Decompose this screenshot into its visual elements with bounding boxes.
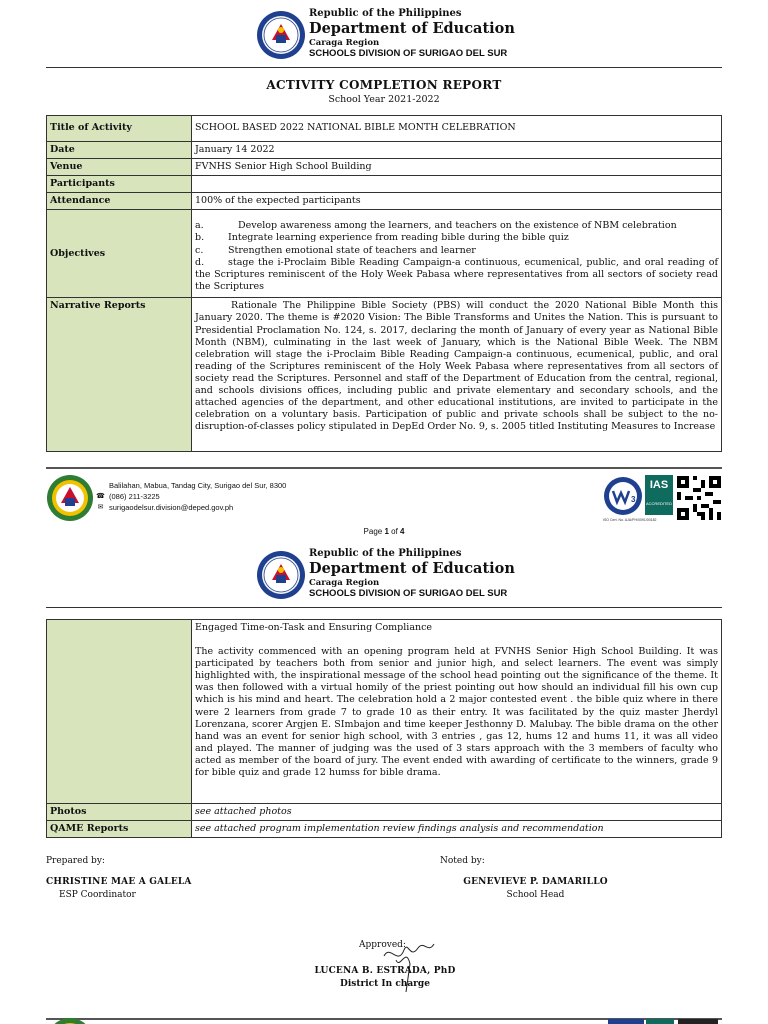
list-item — [195, 257, 718, 293]
table-row — [47, 210, 722, 298]
objective-letter: a. — [195, 220, 204, 232]
deped-seal-icon — [46, 1017, 94, 1024]
table-row — [47, 804, 722, 821]
approved-name: LUCENA B. ESTRADA, PhD — [314, 966, 456, 976]
table-row — [47, 821, 722, 838]
objectives-label: Objectives — [47, 210, 192, 298]
attendance-value: 100% of the expected participants — [192, 193, 722, 210]
narrative-activity-text: The activity commenced with an opening program held at FVNHS Senior High School Building. It was participated by teachers both from senior and junior high, and select learners. The event was simply highlighted with, the inspirational message of the school head pointing out the significance of the theme. It was then followed with a virtual homily of the priest pointing out how should an individual fill his own cup which is his mind and heart. The celebration hold a 2 major contested event . the bible quiz where in there were 2 learners from grade 7 to grade 10 as their entry. It was facilitated by the quiz master Jherdyl Lorenzana, scorer Argjen E. SImbajon and time keeper Jesthonny D. Malubay. The bible drama on the other hand was an event for senior high school, with 3 entries , gas 12, hums 12 and hums 11, it was all video and played. The manner of judging was the used of 3 stars approach with the 3 members of faculty who acted as member of the board of jury. The event ended with awarding of certificate to the winners, grade 9 for bible quiz and grade 12 humss for bible drama. — [195, 646, 718, 779]
footer-contact — [96, 480, 286, 513]
table-row — [47, 298, 722, 452]
objective-text: Strengthen emotional state of teachers and learner — [228, 244, 476, 256]
footer-email: surigaodelsur.division@deped.gov.ph — [109, 503, 234, 512]
prepared-by-title: ESP Coordinator — [59, 890, 136, 900]
objective-text: stage the i-Proclaim Bible Reading Campaign-a continuous, ecumenical, public, and oral reading of the Scriptures reminiscent of the Holy Week Pabasa where representatives from all sectors of society read the Scriptures — [195, 256, 718, 292]
svg-text:3: 3 — [631, 495, 636, 504]
objective-text: Develop awareness among the learners, and teachers on the existence of NBM celebration — [238, 220, 677, 232]
header-divider — [46, 67, 722, 68]
noted-by-label: Noted by: — [440, 856, 485, 866]
narrative-label-continued — [47, 620, 192, 804]
header-republic: Republic of the Philippines — [309, 548, 462, 559]
header-republic: Republic of the Philippines — [309, 8, 462, 19]
report-title: ACTIVITY COMPLETION REPORT — [266, 78, 502, 92]
attendance-label: Attendance — [47, 193, 192, 210]
title-label: Title of Activity — [47, 116, 192, 142]
title-value: SCHOOL BASED 2022 NATIONAL BIBLE MONTH CELEBRATION — [192, 116, 722, 142]
header-department: Department of Education — [309, 20, 515, 37]
date-label: Date — [47, 142, 192, 159]
iso-certification-icon — [603, 476, 643, 516]
noted-by-block — [448, 876, 623, 902]
venue-value: FVNHS Senior High School Building — [192, 159, 722, 176]
qame-value: see attached program implementation review findings analysis and recommendation — [192, 821, 722, 838]
header-divider — [46, 607, 722, 608]
footer-divider — [46, 467, 722, 469]
table-row — [47, 142, 722, 159]
narrative-paragraph-2 — [192, 620, 722, 804]
footer-address: Balilahan, Mabua, Tandag City, Surigao del Sur, 8300 — [109, 481, 287, 490]
cert-number: ISO Cert. No. AJA/PH/0091/00182 — [603, 518, 657, 522]
header-region: Caraga Region — [309, 578, 380, 588]
email-icon: ✉ — [97, 504, 104, 511]
document-page-2 — [0, 545, 768, 1024]
header-region: Caraga Region — [309, 38, 380, 48]
photos-label: Photos — [47, 804, 192, 821]
ias-text: IAS — [649, 479, 669, 491]
deped-seal-icon — [256, 550, 306, 600]
noted-by-title: School Head — [506, 890, 565, 900]
approved-label: Approved: — [359, 940, 406, 950]
table-row — [47, 620, 722, 804]
objective-letter: d. — [195, 256, 205, 268]
prepared-by-block — [46, 876, 192, 902]
footer-phone: (086) 211-3225 — [109, 492, 160, 501]
header-division: SCHOOLS DIVISION OF SURIGAO DEL SUR — [309, 48, 508, 59]
narrative-paragraph-1: Rationale The Philippine Bible Society (PBS) will conduct the 2020 National Bible Month this January 2020. The theme is #2020 Vision: The Bible Transforms and Unites the Nation. This is pursuant to Presidential Proclamation No. 124, s. 2017, declaring the month of January of every year as National Bible Month (NBM), culminating in the last week of January, which is the National Bible Week. The NBM celebration will stage the i-Proclaim Bible Reading Campaign-a continuous, ecumenical, public, and oral reading of the Scriptures reminiscent of the Holy Week Pabasa where representatives from all sectors of society read the Scriptures. Personnel and staff of the Department of Education from the central, regional, and schools divisions offices, including public and private elementary and secondary schools, and the attached agencies of the department, and other educational institutions, are invited to participate in the celebration on a voluntary basis. Participation of public and private schools shall be subject to the no-disruption-of-classes policy stipulated in DepEd Order No. 9, s. 2005 titled Instituting Measures to Increase — [192, 298, 722, 452]
table-row — [47, 116, 722, 142]
objectives-list — [192, 210, 722, 298]
objective-text: Integrate learning experience from reading bible during the bible quiz — [228, 232, 569, 244]
date-value: January 14 2022 — [192, 142, 722, 159]
header-division: SCHOOLS DIVISION OF SURIGAO DEL SUR — [309, 588, 508, 599]
activity-table — [46, 115, 722, 452]
participants-label: Participants — [47, 176, 192, 193]
noted-by-name: GENEVIEVE P. DAMARILLO — [463, 877, 608, 887]
table-row — [47, 193, 722, 210]
qr-code-icon — [677, 476, 721, 520]
activity-table-continued — [46, 619, 722, 838]
participants-value — [192, 176, 722, 193]
approved-block — [300, 965, 470, 991]
deped-seal-icon — [46, 474, 94, 522]
table-row — [47, 176, 722, 193]
venue-label: Venue — [47, 159, 192, 176]
narrative-label: Narrative Reports — [47, 298, 192, 452]
ias-sub: ACCREDITED — [645, 501, 672, 506]
prepared-by-name: CHRISTINE MAE A GALELA — [46, 877, 192, 887]
prepared-by-label: Prepared by: — [46, 856, 105, 866]
table-row — [47, 159, 722, 176]
header-department: Department of Education — [309, 560, 515, 577]
list-item — [195, 232, 718, 244]
photos-value: see attached photos — [192, 804, 722, 821]
approved-title: District In charge — [340, 979, 430, 989]
phone-icon: ☎ — [96, 493, 105, 500]
list-item — [195, 220, 718, 232]
list-item — [195, 245, 718, 257]
page-number: Page 1 of 4 — [363, 527, 405, 536]
objective-letter: c. — [195, 244, 204, 256]
location-pin-icon — [96, 481, 105, 490]
deped-seal-icon — [256, 10, 306, 60]
objective-letter: b. — [195, 232, 205, 244]
ias-accreditation-badge — [645, 475, 673, 515]
qame-label: QAME Reports — [47, 821, 192, 838]
narrative-continuation: Engaged Time-on-Task and Ensuring Compliance — [195, 622, 433, 633]
certification-badges-icon — [608, 1019, 718, 1024]
school-year: School Year 2021-2022 — [328, 94, 440, 105]
